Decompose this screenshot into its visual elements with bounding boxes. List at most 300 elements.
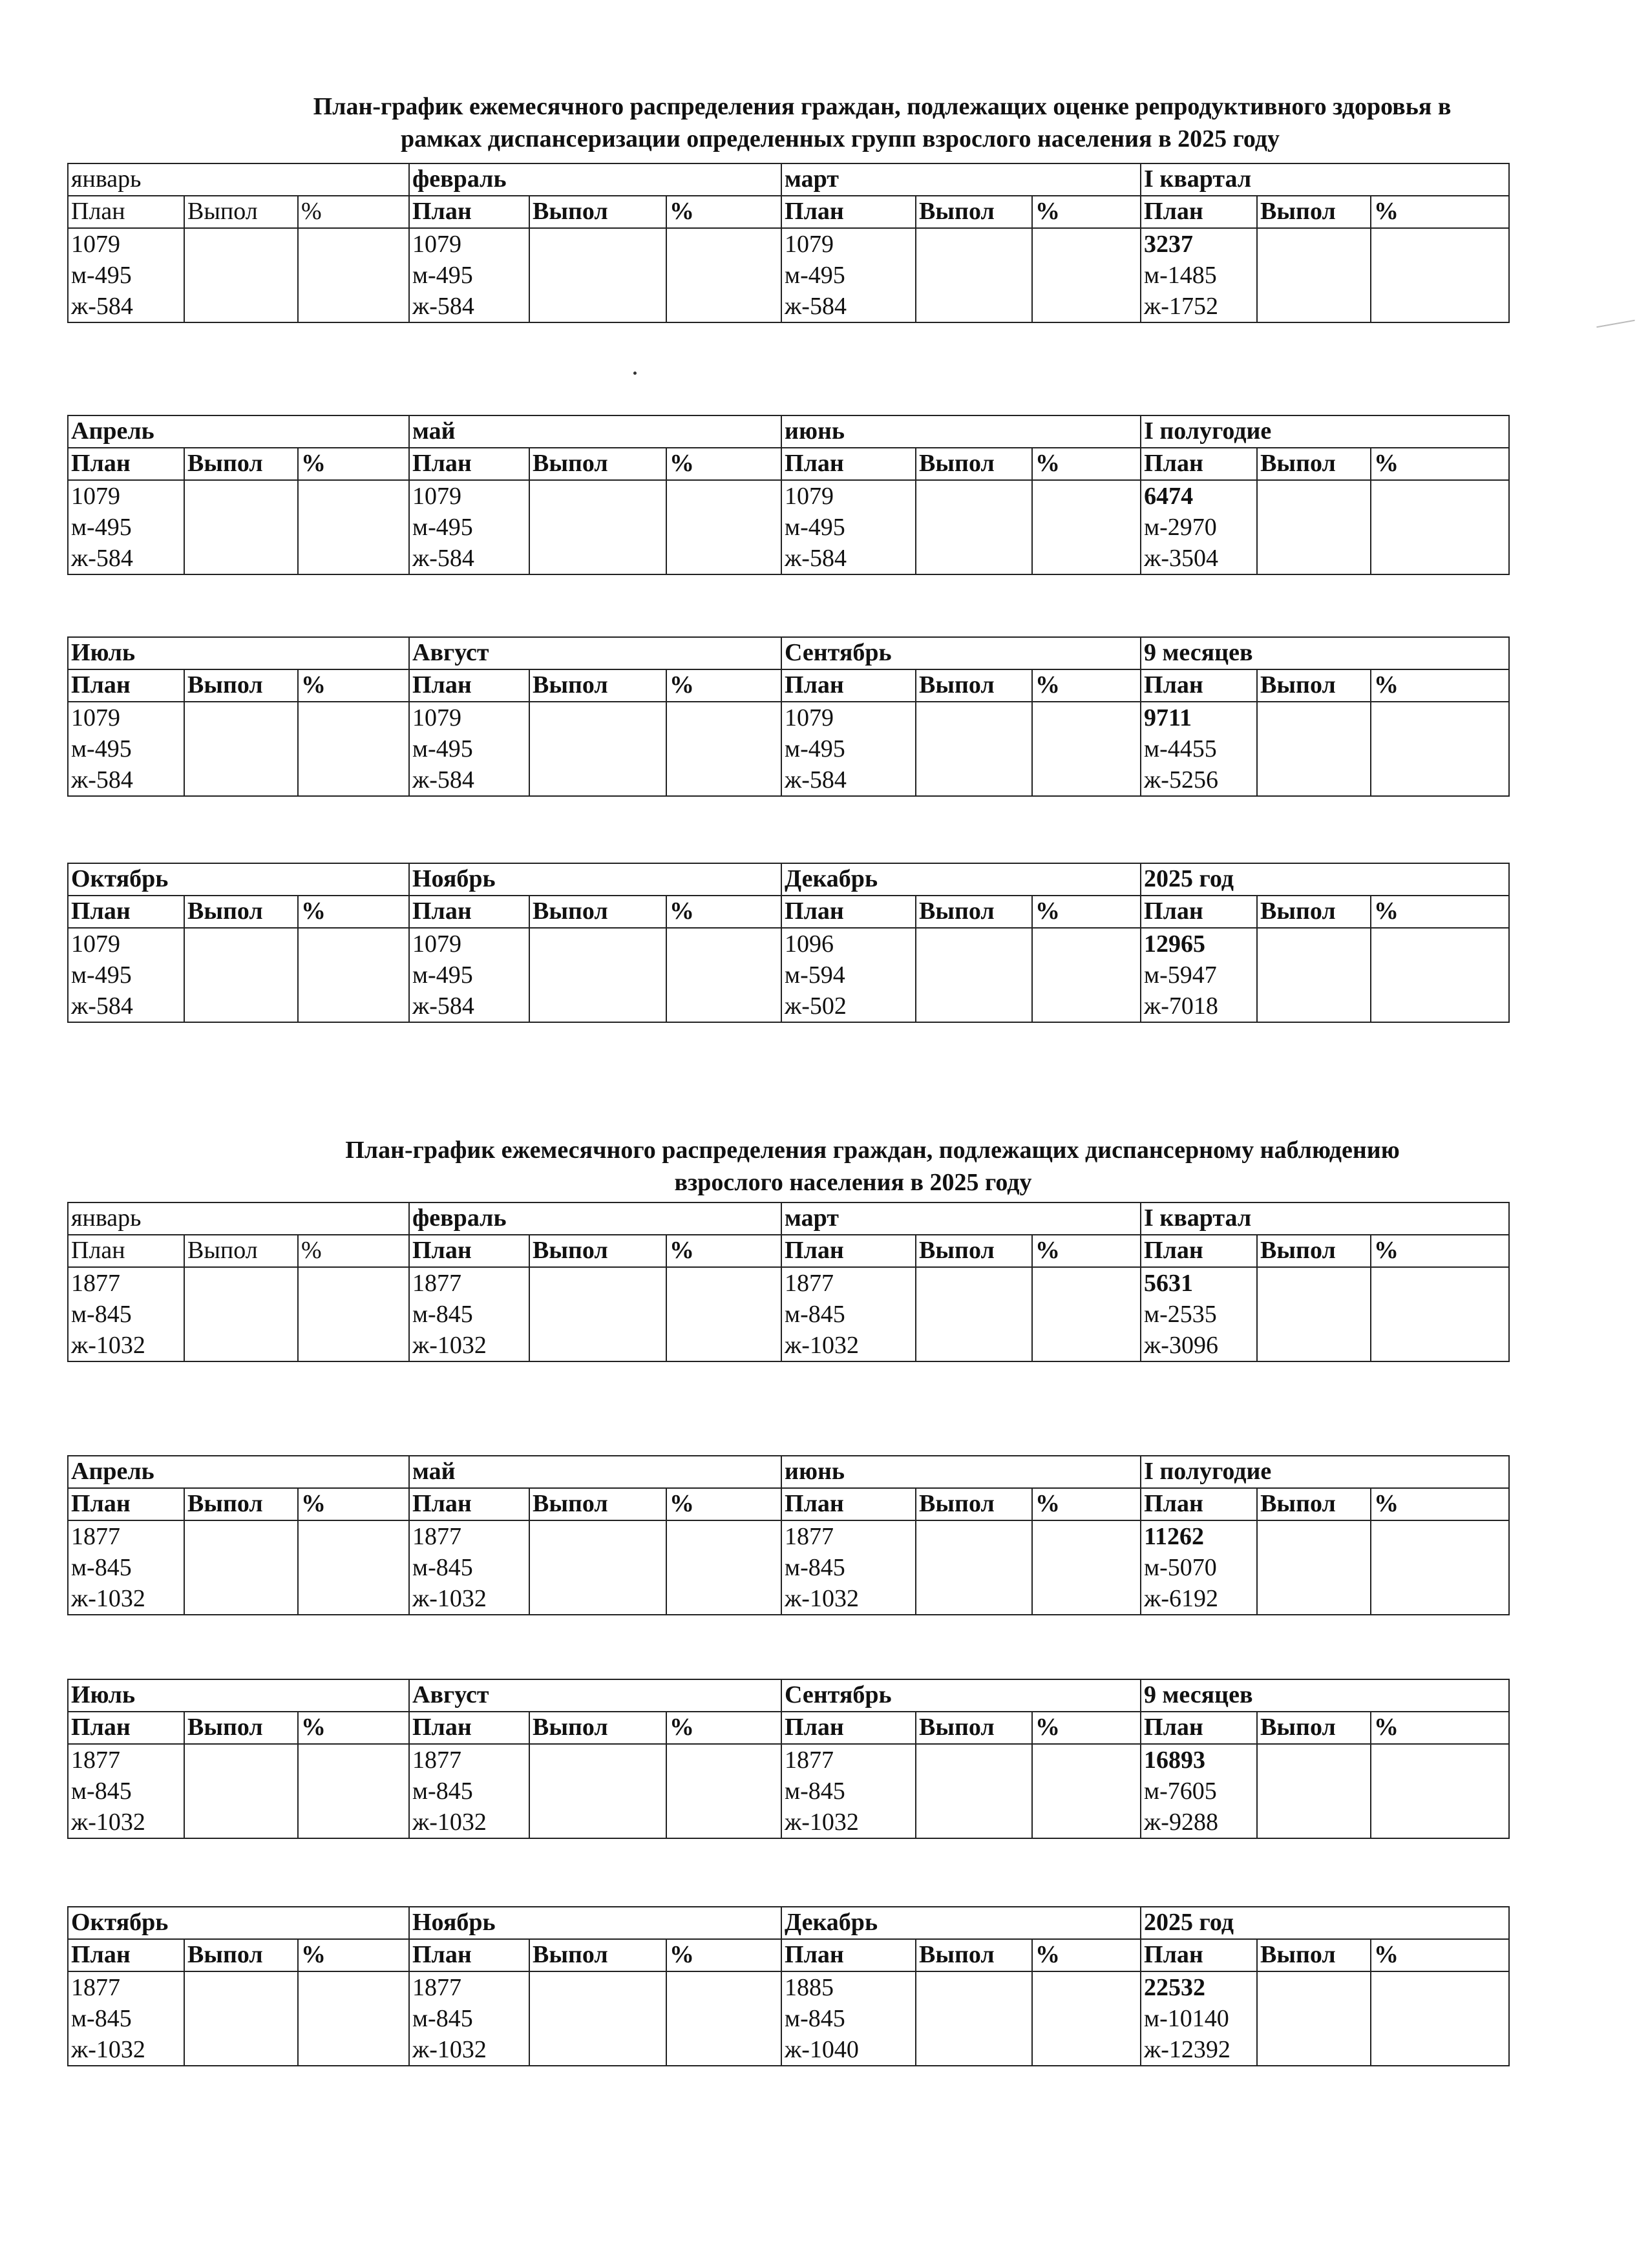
plan-female: ж-1032 bbox=[785, 1332, 859, 1359]
done-cell[interactable] bbox=[1257, 480, 1371, 574]
column-header-plan: План bbox=[409, 1939, 529, 1971]
column-header-plan: План bbox=[781, 1712, 916, 1744]
period-name: Сентябрь bbox=[781, 637, 1141, 669]
plan-cell bbox=[409, 702, 529, 796]
period-name: май bbox=[409, 1456, 781, 1488]
plan-total: 22532 bbox=[1144, 1974, 1206, 2001]
column-header-plan: План bbox=[68, 1488, 184, 1520]
plan-female: ж-1032 bbox=[412, 1585, 487, 1612]
done-cell[interactable] bbox=[184, 702, 298, 796]
column-header-pct: % bbox=[298, 1488, 409, 1520]
period-name: Октябрь bbox=[68, 1907, 409, 1939]
column-header-done: Выпол bbox=[1257, 196, 1371, 228]
plan-cell bbox=[781, 228, 916, 322]
title-reproductive-health bbox=[0, 90, 1648, 155]
plan-male: м-594 bbox=[785, 961, 845, 989]
column-header-pct: % bbox=[1032, 896, 1141, 928]
column-header-done: Выпол bbox=[916, 1488, 1032, 1520]
period-name: I полугодие bbox=[1141, 1456, 1509, 1488]
percent-cell[interactable] bbox=[1371, 1520, 1509, 1615]
plan-total: 1079 bbox=[71, 483, 120, 510]
plan-total: 1877 bbox=[785, 1747, 834, 1774]
percent-cell[interactable] bbox=[1371, 1744, 1509, 1838]
percent-cell[interactable] bbox=[1371, 928, 1509, 1022]
done-cell[interactable] bbox=[529, 702, 666, 796]
column-header-pct: % bbox=[666, 1488, 781, 1520]
plan-male: м-845 bbox=[71, 1554, 132, 1581]
done-cell[interactable] bbox=[916, 1971, 1032, 2066]
period-header-row bbox=[68, 863, 1509, 896]
plan-male: м-845 bbox=[71, 1301, 132, 1328]
period-header-row bbox=[68, 415, 1509, 448]
period-name: I квартал bbox=[1141, 1202, 1509, 1235]
column-header-done: Выпол bbox=[529, 896, 666, 928]
plan-male: м-495 bbox=[412, 262, 473, 289]
column-header-done: Выпол bbox=[184, 669, 298, 702]
plan-female: ж-584 bbox=[785, 293, 847, 320]
done-cell[interactable] bbox=[916, 928, 1032, 1022]
percent-cell[interactable] bbox=[1032, 1744, 1141, 1838]
plan-male: м-495 bbox=[412, 961, 473, 989]
percent-cell[interactable] bbox=[298, 1520, 409, 1615]
column-header-plan: План bbox=[409, 196, 529, 228]
column-header-pct: % bbox=[1032, 1488, 1141, 1520]
done-cell[interactable] bbox=[529, 228, 666, 322]
title-line-2: взрослого населения в 2025 году bbox=[674, 1169, 1032, 1196]
column-header-plan: План bbox=[68, 1712, 184, 1744]
done-cell[interactable] bbox=[916, 1267, 1032, 1361]
done-cell[interactable] bbox=[1257, 928, 1371, 1022]
column-header-plan: План bbox=[409, 1488, 529, 1520]
plan-cell bbox=[1141, 480, 1257, 574]
plan-total: 1079 bbox=[412, 704, 461, 731]
plan-cell bbox=[409, 1267, 529, 1361]
plan-male: м-495 bbox=[785, 262, 845, 289]
plan-total: 1079 bbox=[412, 483, 462, 510]
column-header-plan: План bbox=[1141, 448, 1257, 480]
column-header-pct: % bbox=[1371, 896, 1509, 928]
done-cell[interactable] bbox=[184, 480, 298, 574]
plan-male: м-845 bbox=[412, 2005, 473, 2032]
plan-female: ж-1032 bbox=[71, 1585, 145, 1612]
plan-total: 1877 bbox=[412, 1270, 461, 1297]
column-header-plan: План bbox=[68, 896, 184, 928]
column-header-done: Выпол bbox=[916, 669, 1032, 702]
plan-total: 16893 bbox=[1144, 1747, 1206, 1774]
values-row bbox=[68, 480, 1509, 574]
done-cell[interactable] bbox=[529, 1744, 666, 1838]
section2-table-block-1 bbox=[67, 1202, 1510, 1362]
values-row bbox=[68, 1267, 1509, 1361]
plan-female: ж-584 bbox=[785, 545, 847, 572]
column-header-plan: План bbox=[781, 448, 916, 480]
period-name: Июль bbox=[68, 1679, 409, 1712]
plan-cell bbox=[1141, 1520, 1257, 1615]
period-name: Декабрь bbox=[781, 863, 1141, 896]
period-name: Декабрь bbox=[781, 1907, 1141, 1939]
percent-cell[interactable] bbox=[298, 1971, 409, 2066]
column-header-done: Выпол bbox=[184, 1712, 298, 1744]
plan-total: 1877 bbox=[71, 1974, 120, 2001]
plan-male: м-845 bbox=[412, 1778, 473, 1805]
period-header-row bbox=[68, 163, 1509, 196]
period-name: Сентябрь bbox=[781, 1679, 1141, 1712]
column-header-done: Выпол bbox=[184, 1488, 298, 1520]
period-name: февраль bbox=[409, 163, 781, 196]
percent-cell[interactable] bbox=[1032, 228, 1141, 322]
plan-cell bbox=[68, 702, 184, 796]
period-name: Июль bbox=[68, 637, 409, 669]
plan-cell bbox=[68, 480, 184, 574]
period-name: 2025 год bbox=[1141, 1907, 1509, 1939]
done-cell[interactable] bbox=[184, 1971, 298, 2066]
column-header-done: Выпол bbox=[916, 1712, 1032, 1744]
plan-cell bbox=[781, 1744, 916, 1838]
period-header-row bbox=[68, 1907, 1509, 1939]
column-header-done: Выпол bbox=[1257, 1235, 1371, 1267]
plan-total: 1079 bbox=[412, 231, 461, 258]
plan-cell bbox=[1141, 928, 1257, 1022]
plan-cell bbox=[781, 480, 916, 574]
plan-female: ж-1032 bbox=[785, 1809, 859, 1836]
plan-total: 3237 bbox=[1144, 231, 1194, 258]
plan-total: 1877 bbox=[412, 1523, 462, 1550]
period-name: I полугодие bbox=[1141, 415, 1509, 448]
plan-total: 1079 bbox=[71, 231, 120, 258]
done-cell[interactable] bbox=[1257, 1520, 1371, 1615]
column-header-pct: % bbox=[298, 669, 409, 702]
done-cell[interactable] bbox=[916, 228, 1032, 322]
plan-total: 1885 bbox=[785, 1974, 834, 2001]
column-header-pct: % bbox=[298, 1712, 409, 1744]
done-cell[interactable] bbox=[529, 1267, 666, 1361]
plan-male: м-2535 bbox=[1144, 1301, 1217, 1328]
column-header-plan: План bbox=[68, 669, 184, 702]
plan-female: ж-12392 bbox=[1144, 2036, 1231, 2063]
plan-female: ж-584 bbox=[71, 293, 133, 320]
plan-cell bbox=[68, 1267, 184, 1361]
column-header-pct: % bbox=[666, 896, 781, 928]
plan-total: 1096 bbox=[785, 930, 834, 958]
plan-male: м-495 bbox=[412, 735, 473, 762]
plan-male: м-10140 bbox=[1144, 2005, 1229, 2032]
plan-cell bbox=[68, 1744, 184, 1838]
column-header-row bbox=[68, 1712, 1509, 1744]
plan-total: 1877 bbox=[412, 1747, 461, 1774]
plan-female: ж-1032 bbox=[785, 1585, 859, 1612]
plan-male: м-495 bbox=[412, 514, 473, 541]
column-header-pct: % bbox=[1371, 1235, 1509, 1267]
plan-male: м-1485 bbox=[1144, 262, 1217, 289]
plan-female: ж-1032 bbox=[71, 1809, 145, 1836]
percent-cell[interactable] bbox=[1371, 1971, 1509, 2066]
title-dispensary-observation bbox=[0, 1134, 1648, 1199]
column-header-plan: План bbox=[781, 669, 916, 702]
percent-cell[interactable] bbox=[666, 928, 781, 1022]
column-header-done: Выпол bbox=[184, 896, 298, 928]
done-cell[interactable] bbox=[1257, 1971, 1371, 2066]
percent-cell[interactable] bbox=[1032, 480, 1141, 574]
period-name: 9 месяцев bbox=[1141, 1679, 1509, 1712]
done-cell[interactable] bbox=[529, 928, 666, 1022]
period-name: I квартал bbox=[1141, 163, 1509, 196]
period-name: Август bbox=[409, 1679, 781, 1712]
done-cell[interactable] bbox=[1257, 1744, 1371, 1838]
column-header-done: Выпол bbox=[529, 1488, 666, 1520]
percent-cell[interactable] bbox=[298, 1744, 409, 1838]
percent-cell[interactable] bbox=[1032, 1971, 1141, 2066]
plan-cell bbox=[781, 1267, 916, 1361]
percent-cell[interactable] bbox=[666, 702, 781, 796]
column-header-plan: План bbox=[1141, 669, 1257, 702]
plan-cell bbox=[1141, 228, 1257, 322]
plan-female: ж-584 bbox=[412, 293, 474, 320]
column-header-pct: % bbox=[1371, 1488, 1509, 1520]
plan-male: м-5070 bbox=[1144, 1554, 1217, 1581]
column-header-plan: План bbox=[409, 448, 529, 480]
plan-total: 1877 bbox=[412, 1974, 461, 2001]
plan-total: 5631 bbox=[1144, 1270, 1194, 1297]
percent-cell[interactable] bbox=[1371, 1267, 1509, 1361]
plan-total: 1079 bbox=[71, 930, 120, 958]
period-name: май bbox=[409, 415, 781, 448]
period-name: Ноябрь bbox=[409, 863, 781, 896]
section2-table-block-2 bbox=[67, 1455, 1510, 1615]
done-cell[interactable] bbox=[1257, 1267, 1371, 1361]
plan-total: 1079 bbox=[785, 704, 834, 731]
percent-cell[interactable] bbox=[666, 1520, 781, 1615]
percent-cell[interactable] bbox=[666, 228, 781, 322]
plan-female: ж-1032 bbox=[71, 2036, 145, 2063]
percent-cell[interactable] bbox=[298, 1267, 409, 1361]
plan-male: м-495 bbox=[785, 735, 845, 762]
plan-total: 1877 bbox=[71, 1270, 120, 1297]
column-header-pct: % bbox=[1032, 448, 1141, 480]
column-header-pct: % bbox=[1032, 1939, 1141, 1971]
plan-male: м-845 bbox=[785, 1778, 845, 1805]
period-name: Август bbox=[409, 637, 781, 669]
column-header-row bbox=[68, 1488, 1509, 1520]
column-header-pct: % bbox=[666, 448, 781, 480]
percent-cell[interactable] bbox=[666, 480, 781, 574]
done-cell[interactable] bbox=[184, 1520, 298, 1615]
done-cell[interactable] bbox=[184, 228, 298, 322]
column-header-plan: План bbox=[1141, 1712, 1257, 1744]
plan-cell bbox=[409, 228, 529, 322]
values-row bbox=[68, 1971, 1509, 2066]
plan-male: м-845 bbox=[785, 2005, 845, 2032]
period-header-row bbox=[68, 1202, 1509, 1235]
plan-female: ж-1752 bbox=[1144, 293, 1218, 320]
period-name: июнь bbox=[781, 1456, 1141, 1488]
column-header-done: Выпол bbox=[1257, 1939, 1371, 1971]
plan-female: ж-3096 bbox=[1144, 1332, 1218, 1359]
percent-cell[interactable] bbox=[1371, 702, 1509, 796]
percent-cell[interactable] bbox=[666, 1971, 781, 2066]
plan-female: ж-3504 bbox=[1144, 545, 1218, 572]
percent-cell[interactable] bbox=[1032, 928, 1141, 1022]
percent-cell[interactable] bbox=[298, 928, 409, 1022]
plan-cell bbox=[1141, 1744, 1257, 1838]
column-header-done: Выпол bbox=[184, 196, 298, 228]
done-cell[interactable] bbox=[916, 1744, 1032, 1838]
plan-cell bbox=[1141, 1971, 1257, 2066]
column-header-pct: % bbox=[298, 196, 409, 228]
plan-female: ж-584 bbox=[412, 766, 474, 793]
percent-cell[interactable] bbox=[298, 480, 409, 574]
percent-cell[interactable] bbox=[666, 1744, 781, 1838]
percent-cell[interactable] bbox=[1032, 1267, 1141, 1361]
plan-female: ж-6192 bbox=[1144, 1585, 1218, 1612]
plan-female: ж-1032 bbox=[412, 2036, 487, 2063]
plan-total: 1877 bbox=[71, 1747, 120, 1774]
done-cell[interactable] bbox=[916, 480, 1032, 574]
plan-female: ж-584 bbox=[412, 992, 474, 1020]
percent-cell[interactable] bbox=[298, 702, 409, 796]
column-header-row bbox=[68, 448, 1509, 480]
column-header-plan: План bbox=[68, 1939, 184, 1971]
plan-total: 12965 bbox=[1144, 930, 1206, 958]
plan-male: м-845 bbox=[412, 1301, 473, 1328]
values-row bbox=[68, 1744, 1509, 1838]
column-header-pct: % bbox=[1371, 196, 1509, 228]
plan-male: м-2970 bbox=[1144, 514, 1217, 541]
plan-cell bbox=[409, 1520, 529, 1615]
period-name: январь bbox=[68, 163, 409, 196]
percent-cell[interactable] bbox=[1371, 228, 1509, 322]
period-name: июнь bbox=[781, 415, 1141, 448]
values-row bbox=[68, 928, 1509, 1022]
plan-cell bbox=[409, 1971, 529, 2066]
column-header-plan: План bbox=[781, 1939, 916, 1971]
section1-table-block-4 bbox=[67, 863, 1510, 1023]
column-header-plan: План bbox=[1141, 896, 1257, 928]
plan-cell bbox=[409, 480, 529, 574]
plan-cell bbox=[1141, 1267, 1257, 1361]
column-header-plan: План bbox=[781, 1488, 916, 1520]
done-cell[interactable] bbox=[184, 1267, 298, 1361]
plan-cell bbox=[68, 1971, 184, 2066]
plan-total: 1877 bbox=[785, 1270, 834, 1297]
column-header-plan: План bbox=[781, 896, 916, 928]
done-cell[interactable] bbox=[184, 928, 298, 1022]
plan-male: м-845 bbox=[785, 1554, 845, 1581]
period-name: Апрель bbox=[68, 415, 409, 448]
column-header-pct: % bbox=[298, 448, 409, 480]
percent-cell[interactable] bbox=[1032, 1520, 1141, 1615]
done-cell[interactable] bbox=[529, 480, 666, 574]
done-cell[interactable] bbox=[529, 1971, 666, 2066]
plan-female: ж-584 bbox=[71, 766, 133, 793]
percent-cell[interactable] bbox=[1371, 480, 1509, 574]
plan-female: ж-584 bbox=[71, 992, 133, 1020]
column-header-done: Выпол bbox=[916, 1939, 1032, 1971]
percent-cell[interactable] bbox=[298, 228, 409, 322]
period-name: январь bbox=[68, 1202, 409, 1235]
column-header-pct: % bbox=[1032, 1235, 1141, 1267]
plan-male: м-845 bbox=[785, 1301, 845, 1328]
plan-female: ж-5256 bbox=[1144, 766, 1218, 793]
column-header-plan: План bbox=[781, 1235, 916, 1267]
plan-female: ж-1032 bbox=[412, 1332, 487, 1359]
column-header-done: Выпол bbox=[529, 1712, 666, 1744]
column-header-pct: % bbox=[1371, 1939, 1509, 1971]
column-header-pct: % bbox=[1032, 1712, 1141, 1744]
column-header-done: Выпол bbox=[1257, 896, 1371, 928]
period-header-row bbox=[68, 637, 1509, 669]
plan-male: м-845 bbox=[71, 2005, 132, 2032]
column-header-pct: % bbox=[1371, 448, 1509, 480]
plan-cell bbox=[781, 1520, 916, 1615]
plan-total: 9711 bbox=[1144, 704, 1192, 731]
plan-male: м-5947 bbox=[1144, 961, 1217, 989]
period-name: март bbox=[781, 163, 1141, 196]
done-cell[interactable] bbox=[1257, 702, 1371, 796]
plan-female: ж-584 bbox=[71, 545, 133, 572]
done-cell[interactable] bbox=[1257, 228, 1371, 322]
plan-cell bbox=[68, 928, 184, 1022]
values-row bbox=[68, 228, 1509, 322]
period-name: 9 месяцев bbox=[1141, 637, 1509, 669]
column-header-pct: % bbox=[1032, 669, 1141, 702]
plan-male: м-4455 bbox=[1144, 735, 1217, 762]
done-cell[interactable] bbox=[916, 1520, 1032, 1615]
percent-cell[interactable] bbox=[1032, 702, 1141, 796]
column-header-done: Выпол bbox=[529, 1939, 666, 1971]
section1-table-block-3 bbox=[67, 636, 1510, 797]
period-name: Ноябрь bbox=[409, 1907, 781, 1939]
done-cell[interactable] bbox=[529, 1520, 666, 1615]
column-header-row bbox=[68, 1235, 1509, 1267]
column-header-done: Выпол bbox=[184, 448, 298, 480]
plan-cell bbox=[409, 928, 529, 1022]
section1-table-block-1 bbox=[67, 163, 1510, 323]
column-header-pct: % bbox=[666, 669, 781, 702]
column-header-pct: % bbox=[1371, 669, 1509, 702]
plan-female: ж-1040 bbox=[785, 2036, 859, 2063]
column-header-pct: % bbox=[298, 896, 409, 928]
scan-mark bbox=[1596, 320, 1634, 328]
plan-cell bbox=[781, 1971, 916, 2066]
plan-total: 11262 bbox=[1144, 1523, 1204, 1550]
plan-total: 1079 bbox=[412, 930, 461, 958]
plan-total: 1079 bbox=[785, 483, 834, 510]
column-header-done: Выпол bbox=[916, 448, 1032, 480]
values-row bbox=[68, 702, 1509, 796]
plan-female: ж-584 bbox=[412, 545, 474, 572]
plan-cell bbox=[68, 228, 184, 322]
plan-female: ж-1032 bbox=[412, 1809, 487, 1836]
column-header-pct: % bbox=[666, 1712, 781, 1744]
scan-speck bbox=[633, 372, 637, 375]
column-header-done: Выпол bbox=[1257, 1712, 1371, 1744]
done-cell[interactable] bbox=[184, 1744, 298, 1838]
column-header-done: Выпол bbox=[529, 448, 666, 480]
done-cell[interactable] bbox=[916, 702, 1032, 796]
title-line-1: План-график ежемесячного распределения граждан, подлежащих оценке репродуктивного здоровья в bbox=[313, 93, 1452, 120]
column-header-done: Выпол bbox=[1257, 669, 1371, 702]
percent-cell[interactable] bbox=[666, 1267, 781, 1361]
plan-male: м-845 bbox=[71, 1778, 132, 1805]
column-header-done: Выпол bbox=[916, 196, 1032, 228]
column-header-done: Выпол bbox=[529, 669, 666, 702]
column-header-row bbox=[68, 669, 1509, 702]
plan-male: м-495 bbox=[71, 735, 132, 762]
plan-total: 1877 bbox=[71, 1523, 120, 1550]
values-row bbox=[68, 1520, 1509, 1615]
column-header-pct: % bbox=[298, 1939, 409, 1971]
column-header-plan: План bbox=[409, 1712, 529, 1744]
